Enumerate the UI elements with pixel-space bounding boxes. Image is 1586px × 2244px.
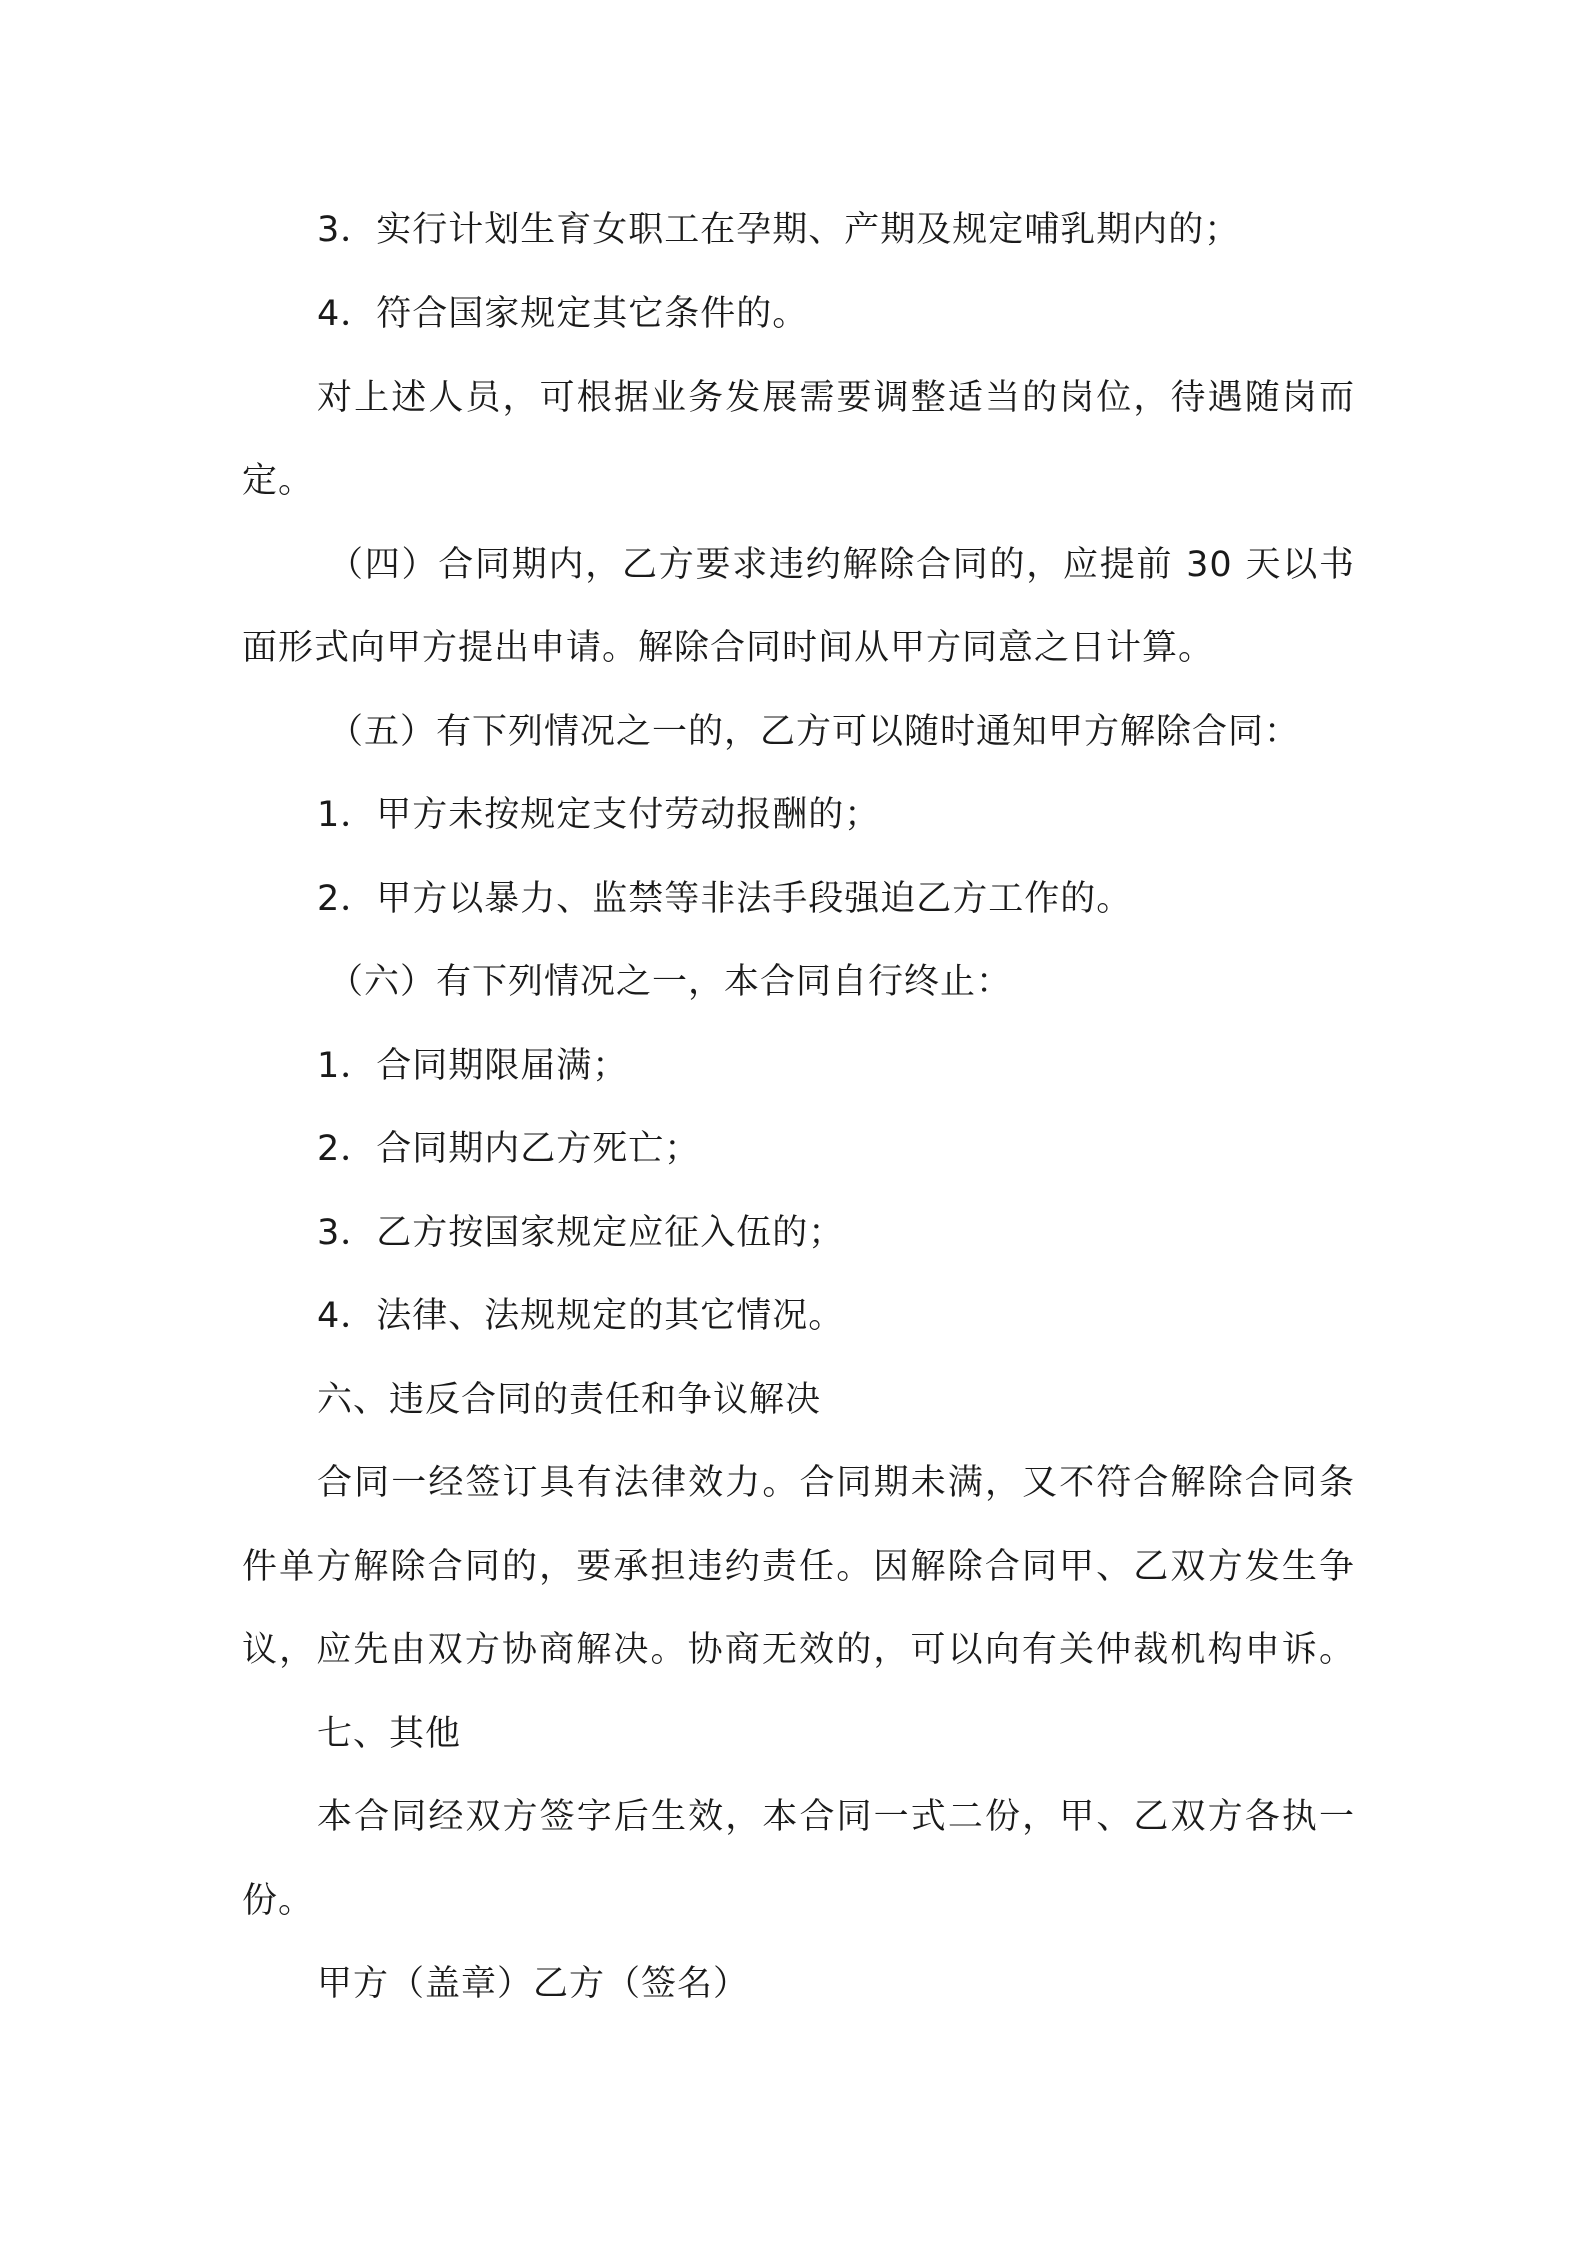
signature-line: 甲方（盖章）乙方（签名） xyxy=(317,1964,750,2004)
text-line: 件单方解除合同的，要承担违约责任。因解除合同甲、乙双方发生争 xyxy=(242,1547,1355,1587)
text-line: 合同一经签订具有法律效力。合同期未满，又不符合解除合同条 xyxy=(317,1463,1355,1503)
text-line: 面形式向甲方提出申请。解除合同时间从甲方同意之日计算。 xyxy=(242,628,1215,668)
text-line: （五）有下列情况之一的，乙方可以随时通知甲方解除合同： xyxy=(328,712,1301,752)
text-line: 1．合同期限届满； xyxy=(317,1046,629,1086)
text-line: 议，应先由双方协商解决。协商无效的，可以向有关仲裁机构申诉。 xyxy=(242,1630,1355,1670)
text-line: 4．法律、法规规定的其它情况。 xyxy=(317,1296,845,1336)
text-line: 3．乙方按国家规定应征入伍的； xyxy=(317,1213,845,1253)
text-line: 2．甲方以暴力、监禁等非法手段强迫乙方工作的。 xyxy=(317,879,1133,919)
section-heading: 六、违反合同的责任和争议解决 xyxy=(317,1380,822,1420)
text-line: 3．实行计划生育女职工在孕期、产期及规定哺乳期内的； xyxy=(317,210,1241,250)
section-heading: 七、其他 xyxy=(317,1714,462,1754)
text-line: 1．甲方未按规定支付劳动报酬的； xyxy=(317,795,881,835)
text-line: 4．符合国家规定其它条件的。 xyxy=(317,294,809,334)
text-line: （四）合同期内，乙方要求违约解除合同的，应提前 30 天以书 xyxy=(328,545,1355,585)
text-line: 定。 xyxy=(242,461,315,501)
text-line: 本合同经双方签字后生效，本合同一式二份，甲、乙双方各执一 xyxy=(317,1797,1355,1837)
text-line: （六）有下列情况之一，本合同自行终止： xyxy=(328,962,1013,1002)
text-line: 对上述人员，可根据业务发展需要调整适当的岗位，待遇随岗而 xyxy=(317,378,1355,418)
text-line: 份。 xyxy=(242,1881,315,1921)
text-line: 2．合同期内乙方死亡； xyxy=(317,1129,701,1169)
